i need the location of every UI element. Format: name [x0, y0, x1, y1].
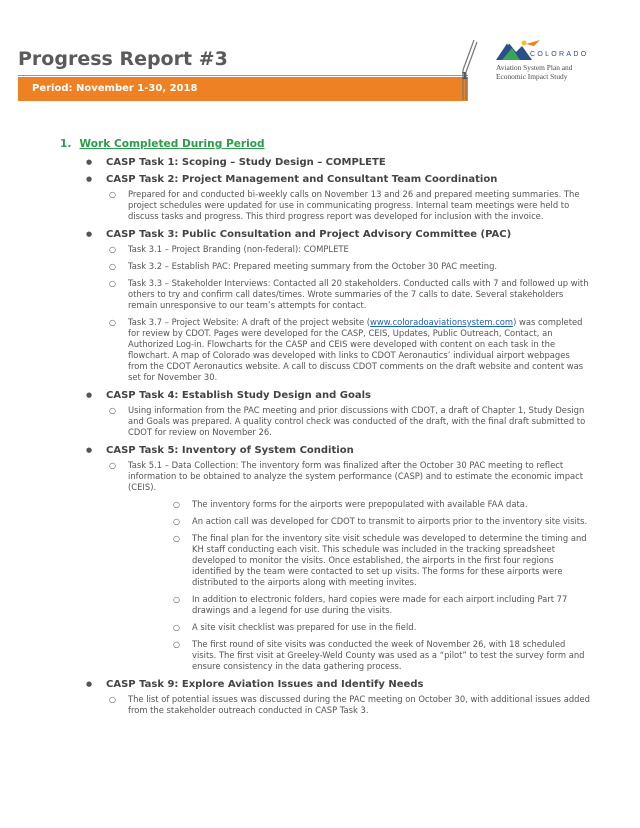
task-2-item: ○ Prepared for and conducted bi-weekly calls on November 13 and 26 and prepared meeting summaries. The project schedules were updated for use in communicating progress. Internal team meetings were held to discuss tasks and progress. This third progress report was developed for inclusion with the invoice.: [60, 189, 590, 222]
task-list: [60, 156, 590, 716]
task-5-1-item: ○ The final plan for the inventory site visit schedule was developed to determine the timing and KH staff conducting each visit. This schedule was included in the tracking spreadsheet developed to monitor the visits. Once established, the airports in the first four regions identified by the team were contacted to set up visits. The forms for these airports were distributed to the airports along with meeting invites.: [60, 533, 590, 588]
section-heading: [60, 138, 590, 150]
task-5-1: ○ Task 5.1 – Data Collection: The inventory form was finalized after the October 30 PAC meeting to reflect information to be obtained to analyze the system performance (CASP) and to estimate the economic impact (CEIS).: [60, 460, 590, 493]
logo-wordmark: COLORADO: [530, 51, 589, 58]
task-2: ● CASP Task 2: Project Management and Consultant Team Coordination: [60, 173, 590, 186]
task-3-7: [60, 317, 590, 383]
title-rule: [18, 75, 468, 76]
report-body: [60, 138, 590, 722]
task-9-item: ○ The list of potential issues was discussed during the PAC meeting on October 30, with additional issues added from the stakeholder outreach conducted in CASP Task 3.: [60, 694, 590, 716]
project-website-link[interactable]: www.coloradoaviationsystem.com: [370, 317, 514, 327]
page-divider-slash: [462, 40, 478, 100]
task-3-7-text-post: ) was completed for review by CDOT. Pages were developed for the CASP, CEIS, Updates, Public Outreach, Contact, an Authorized Log-in. Flowcharts for the CASP and CEIS were developed with content on each task in the flowchart. A map of Colorado was developed with links to CDOT Aeronautics’ individual airport webpages from the CDOT Aeronautics website. A call to discuss CDOT comments on the draft website and content was set for November 30.: [128, 317, 584, 382]
task-3-1: ○ Task 3.1 – Project Branding (non-federal): COMPLETE: [60, 244, 590, 255]
period-text: Period: November 1-30, 2018: [32, 83, 198, 94]
task-5-1-item: ○ A site visit checklist was prepared for use in the field.: [60, 622, 590, 633]
task-4: ● CASP Task 4: Establish Study Design and Goals: [60, 389, 590, 402]
task-5-1-item: ○ In addition to electronic folders, hard copies were made for each airport including Part 77 drawings and a legend for use during the visits.: [60, 594, 590, 616]
task-3-7-text-pre: Task 3.7 – Project Website: A draft of the project website (: [128, 317, 371, 327]
task-9: ● CASP Task 9: Explore Aviation Issues and Identify Needs: [60, 678, 590, 691]
logo-subtitle-line1: Aviation System Plan and: [496, 63, 573, 72]
task-3-2: ○ Task 3.2 – Establish PAC: Prepared meeting summary from the October 30 PAC meeting.: [60, 261, 590, 272]
task-3: ● CASP Task 3: Public Consultation and Project Advisory Committee (PAC): [60, 228, 590, 241]
task-5-1-item: ○ The inventory forms for the airports were prepopulated with available FAA data.: [60, 499, 590, 510]
task-5-1-item: ○ The first round of site visits was conducted the week of November 26, with 18 scheduled visits. The first visit at Greeley-Weld County was used as a “pilot” to test the survey form and ensure consistency in the data gathering process.: [60, 639, 590, 672]
task-1: ● CASP Task 1: Scoping – Study Design – COMPLETE: [60, 156, 590, 169]
task-5-1-item: ○ An action call was developed for CDOT to transmit to airports prior to the inventory site visits.: [60, 516, 590, 527]
page-number: 1: [461, 71, 468, 82]
task-5: ● CASP Task 5: Inventory of System Condition: [60, 444, 590, 457]
section-number: 1.: [60, 138, 72, 150]
section-title: Work Completed During Period: [79, 138, 265, 150]
task-3-3: ○ Task 3.3 – Stakeholder Interviews: Contacted all 20 stakeholders. Conducted calls with 7 and followed up with others to try and confirm call dates/times. Wrote summaries of the 7 calls to date. Several stakeholders remain unresponsive to our team’s attempts for contact.: [60, 278, 590, 311]
logo-subtitle-line2: Economic Impact Study: [496, 72, 568, 81]
colorado-mountains-logo-icon: [496, 38, 542, 62]
page-title: Progress Report #3: [18, 48, 228, 70]
task-4-item: ○ Using information from the PAC meeting and prior discussions with CDOT, a draft of Chapter 1, Study Design and Goals was prepared. A quality control check was conducted of the draft, with the final draft submitted to CDOT for review on November 26.: [60, 405, 590, 438]
